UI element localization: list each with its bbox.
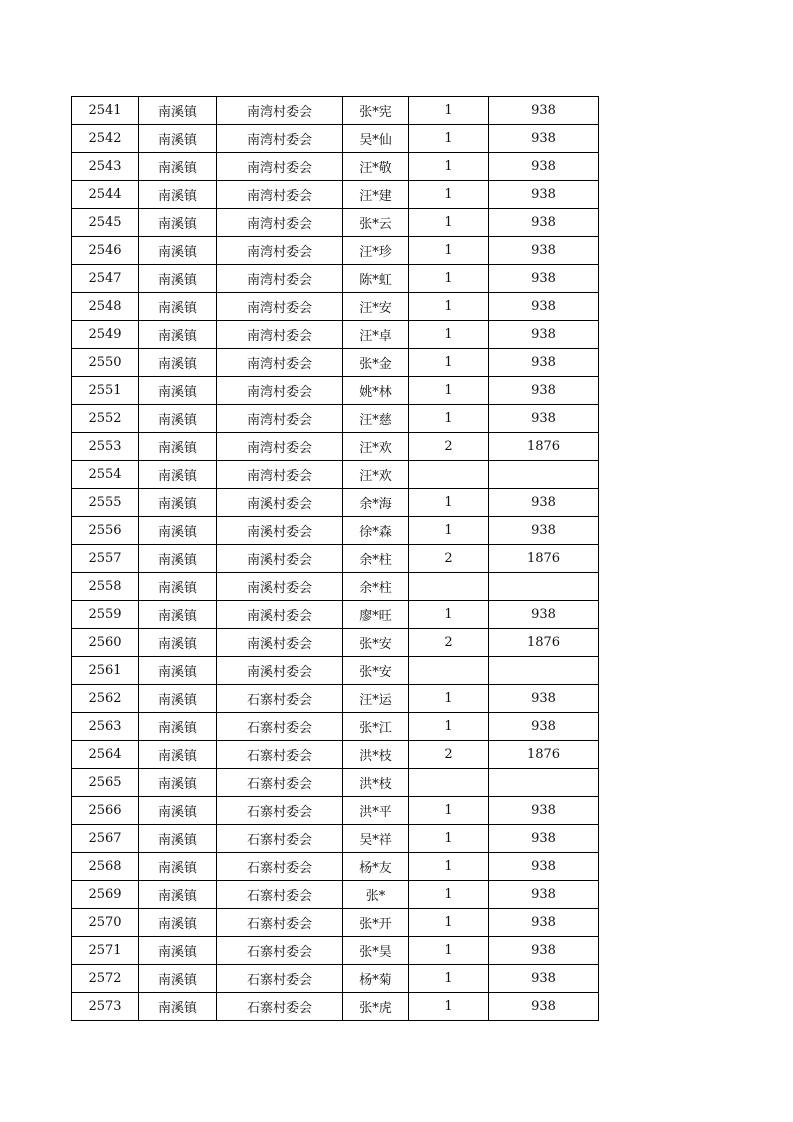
town-cell: 南溪镇 [139,657,217,685]
amount-cell: 938 [489,153,599,181]
village-committee-cell: 石寨村委会 [217,797,343,825]
village-committee-cell: 石寨村委会 [217,769,343,797]
amount-cell: 938 [489,993,599,1021]
name-cell: 张*安 [343,629,409,657]
table-row [72,741,599,769]
village-committee-cell: 南溪村委会 [217,629,343,657]
name-cell: 张*虎 [343,993,409,1021]
village-committee-cell: 南溪村委会 [217,517,343,545]
village-committee-cell: 南溪村委会 [217,545,343,573]
serial-number-cell: 2563 [72,713,139,741]
table-row [72,517,599,545]
amount-cell: 938 [489,237,599,265]
roster-table [71,96,599,1021]
serial-number-cell: 2565 [72,769,139,797]
table-row [72,657,599,685]
amount-cell [489,769,599,797]
name-cell: 汪*敬 [343,153,409,181]
village-committee-cell: 南溪村委会 [217,489,343,517]
name-cell: 陈*虹 [343,265,409,293]
village-committee-cell: 南溪村委会 [217,657,343,685]
household-count-cell: 1 [409,825,489,853]
town-cell: 南溪镇 [139,937,217,965]
table-row [72,237,599,265]
amount-cell: 938 [489,713,599,741]
table-row [72,489,599,517]
household-count-cell: 1 [409,713,489,741]
serial-number-cell: 2562 [72,685,139,713]
serial-number-cell: 2560 [72,629,139,657]
town-cell: 南溪镇 [139,797,217,825]
serial-number-cell: 2561 [72,657,139,685]
table-row [72,629,599,657]
serial-number-cell: 2541 [72,97,139,125]
household-count-cell: 1 [409,153,489,181]
household-count-cell: 1 [409,321,489,349]
household-count-cell: 1 [409,125,489,153]
household-count-cell: 1 [409,489,489,517]
amount-cell: 938 [489,517,599,545]
village-committee-cell: 南湾村委会 [217,377,343,405]
table-row [72,909,599,937]
serial-number-cell: 2546 [72,237,139,265]
town-cell: 南溪镇 [139,573,217,601]
household-count-cell: 1 [409,601,489,629]
household-count-cell: 2 [409,629,489,657]
village-committee-cell: 南湾村委会 [217,321,343,349]
village-committee-cell: 南湾村委会 [217,349,343,377]
serial-number-cell: 2552 [72,405,139,433]
village-committee-cell: 南湾村委会 [217,125,343,153]
name-cell: 张*宪 [343,97,409,125]
town-cell: 南溪镇 [139,237,217,265]
table-row [72,181,599,209]
town-cell: 南溪镇 [139,321,217,349]
table-row [72,321,599,349]
town-cell: 南溪镇 [139,881,217,909]
village-committee-cell: 石寨村委会 [217,713,343,741]
name-cell: 汪*建 [343,181,409,209]
table-row [72,797,599,825]
amount-cell: 938 [489,349,599,377]
serial-number-cell: 2566 [72,797,139,825]
household-count-cell: 1 [409,405,489,433]
name-cell: 张*江 [343,713,409,741]
town-cell: 南溪镇 [139,825,217,853]
name-cell: 余*海 [343,489,409,517]
town-cell: 南溪镇 [139,405,217,433]
town-cell: 南溪镇 [139,993,217,1021]
name-cell: 廖*旺 [343,601,409,629]
household-count-cell: 2 [409,545,489,573]
amount-cell: 1876 [489,629,599,657]
town-cell: 南溪镇 [139,209,217,237]
serial-number-cell: 2557 [72,545,139,573]
serial-number-cell: 2542 [72,125,139,153]
amount-cell: 938 [489,881,599,909]
serial-number-cell: 2550 [72,349,139,377]
serial-number-cell: 2572 [72,965,139,993]
serial-number-cell: 2567 [72,825,139,853]
household-count-cell: 1 [409,965,489,993]
amount-cell: 938 [489,685,599,713]
amount-cell: 938 [489,377,599,405]
serial-number-cell: 2545 [72,209,139,237]
amount-cell: 938 [489,209,599,237]
serial-number-cell: 2559 [72,601,139,629]
village-committee-cell: 石寨村委会 [217,993,343,1021]
village-committee-cell: 石寨村委会 [217,965,343,993]
village-committee-cell: 南湾村委会 [217,209,343,237]
name-cell: 洪*平 [343,797,409,825]
household-count-cell: 1 [409,937,489,965]
town-cell: 南溪镇 [139,489,217,517]
amount-cell: 938 [489,965,599,993]
amount-cell: 938 [489,405,599,433]
household-count-cell: 1 [409,97,489,125]
serial-number-cell: 2558 [72,573,139,601]
table-row [72,125,599,153]
amount-cell: 938 [489,909,599,937]
village-committee-cell: 南湾村委会 [217,433,343,461]
table-row [72,545,599,573]
village-committee-cell: 南湾村委会 [217,405,343,433]
name-cell: 杨*菊 [343,965,409,993]
household-count-cell: 1 [409,293,489,321]
household-count-cell: 1 [409,797,489,825]
table-row [72,573,599,601]
amount-cell: 938 [489,797,599,825]
household-count-cell: 1 [409,209,489,237]
village-committee-cell: 南溪村委会 [217,601,343,629]
amount-cell: 938 [489,937,599,965]
amount-cell: 938 [489,181,599,209]
table-row [72,881,599,909]
amount-cell [489,461,599,489]
table-row [72,209,599,237]
amount-cell: 938 [489,97,599,125]
household-count-cell: 1 [409,517,489,545]
town-cell: 南溪镇 [139,181,217,209]
name-cell: 张* [343,881,409,909]
serial-number-cell: 2555 [72,489,139,517]
town-cell: 南溪镇 [139,909,217,937]
amount-cell: 938 [489,853,599,881]
table-row [72,601,599,629]
town-cell: 南溪镇 [139,265,217,293]
table-row [72,405,599,433]
town-cell: 南溪镇 [139,293,217,321]
household-count-cell [409,769,489,797]
village-committee-cell: 石寨村委会 [217,853,343,881]
town-cell: 南溪镇 [139,741,217,769]
table-row [72,433,599,461]
name-cell: 洪*枝 [343,769,409,797]
serial-number-cell: 2544 [72,181,139,209]
serial-number-cell: 2543 [72,153,139,181]
table-row [72,685,599,713]
name-cell: 张*开 [343,909,409,937]
amount-cell: 938 [489,321,599,349]
village-committee-cell: 石寨村委会 [217,881,343,909]
household-count-cell: 1 [409,349,489,377]
household-count-cell [409,573,489,601]
village-committee-cell: 石寨村委会 [217,909,343,937]
village-committee-cell: 石寨村委会 [217,685,343,713]
table-row [72,461,599,489]
amount-cell: 938 [489,601,599,629]
table-row [72,265,599,293]
village-committee-cell: 南湾村委会 [217,181,343,209]
serial-number-cell: 2573 [72,993,139,1021]
village-committee-cell: 南湾村委会 [217,265,343,293]
table-row [72,993,599,1021]
village-committee-cell: 南湾村委会 [217,293,343,321]
table-row [72,153,599,181]
household-count-cell: 1 [409,377,489,405]
name-cell: 吴*仙 [343,125,409,153]
serial-number-cell: 2547 [72,265,139,293]
household-count-cell: 1 [409,993,489,1021]
serial-number-cell: 2554 [72,461,139,489]
village-committee-cell: 南湾村委会 [217,153,343,181]
name-cell: 张*昊 [343,937,409,965]
roster-table-body [72,97,599,1021]
town-cell: 南溪镇 [139,629,217,657]
table-row [72,97,599,125]
village-committee-cell: 石寨村委会 [217,825,343,853]
town-cell: 南溪镇 [139,153,217,181]
name-cell: 张*金 [343,349,409,377]
household-count-cell: 1 [409,853,489,881]
table-row [72,825,599,853]
village-committee-cell: 石寨村委会 [217,937,343,965]
name-cell: 张*安 [343,657,409,685]
serial-number-cell: 2570 [72,909,139,937]
town-cell: 南溪镇 [139,601,217,629]
serial-number-cell: 2571 [72,937,139,965]
name-cell: 余*柱 [343,573,409,601]
household-count-cell: 1 [409,181,489,209]
table-row [72,965,599,993]
table-row [72,853,599,881]
amount-cell: 938 [489,125,599,153]
amount-cell: 938 [489,265,599,293]
village-committee-cell: 南湾村委会 [217,237,343,265]
village-committee-cell: 石寨村委会 [217,741,343,769]
serial-number-cell: 2553 [72,433,139,461]
name-cell: 洪*枝 [343,741,409,769]
household-count-cell: 2 [409,433,489,461]
name-cell: 汪*珍 [343,237,409,265]
household-count-cell: 2 [409,741,489,769]
village-committee-cell: 南湾村委会 [217,461,343,489]
town-cell: 南溪镇 [139,433,217,461]
household-count-cell: 1 [409,881,489,909]
town-cell: 南溪镇 [139,853,217,881]
village-committee-cell: 南溪村委会 [217,573,343,601]
town-cell: 南溪镇 [139,97,217,125]
town-cell: 南溪镇 [139,769,217,797]
household-count-cell: 1 [409,237,489,265]
town-cell: 南溪镇 [139,545,217,573]
name-cell: 徐*森 [343,517,409,545]
serial-number-cell: 2556 [72,517,139,545]
name-cell: 汪*运 [343,685,409,713]
household-count-cell: 1 [409,265,489,293]
town-cell: 南溪镇 [139,685,217,713]
amount-cell: 938 [489,489,599,517]
amount-cell: 938 [489,825,599,853]
amount-cell [489,573,599,601]
name-cell: 汪*欢 [343,461,409,489]
household-count-cell [409,657,489,685]
table-row [72,377,599,405]
town-cell: 南溪镇 [139,461,217,489]
amount-cell: 1876 [489,545,599,573]
table-row [72,349,599,377]
town-cell: 南溪镇 [139,125,217,153]
table-row [72,769,599,797]
serial-number-cell: 2564 [72,741,139,769]
name-cell: 汪*安 [343,293,409,321]
amount-cell: 938 [489,293,599,321]
serial-number-cell: 2549 [72,321,139,349]
table-row [72,293,599,321]
name-cell: 张*云 [343,209,409,237]
name-cell: 姚*林 [343,377,409,405]
serial-number-cell: 2551 [72,377,139,405]
serial-number-cell: 2548 [72,293,139,321]
town-cell: 南溪镇 [139,713,217,741]
town-cell: 南溪镇 [139,517,217,545]
name-cell: 吴*祥 [343,825,409,853]
town-cell: 南溪镇 [139,349,217,377]
name-cell: 余*柱 [343,545,409,573]
table-row [72,713,599,741]
village-committee-cell: 南湾村委会 [217,97,343,125]
serial-number-cell: 2569 [72,881,139,909]
town-cell: 南溪镇 [139,965,217,993]
amount-cell: 1876 [489,741,599,769]
name-cell: 杨*友 [343,853,409,881]
household-count-cell: 1 [409,685,489,713]
name-cell: 汪*卓 [343,321,409,349]
household-count-cell [409,461,489,489]
town-cell: 南溪镇 [139,377,217,405]
household-count-cell: 1 [409,909,489,937]
name-cell: 汪*慈 [343,405,409,433]
serial-number-cell: 2568 [72,853,139,881]
table-row [72,937,599,965]
amount-cell: 1876 [489,433,599,461]
amount-cell [489,657,599,685]
name-cell: 汪*欢 [343,433,409,461]
